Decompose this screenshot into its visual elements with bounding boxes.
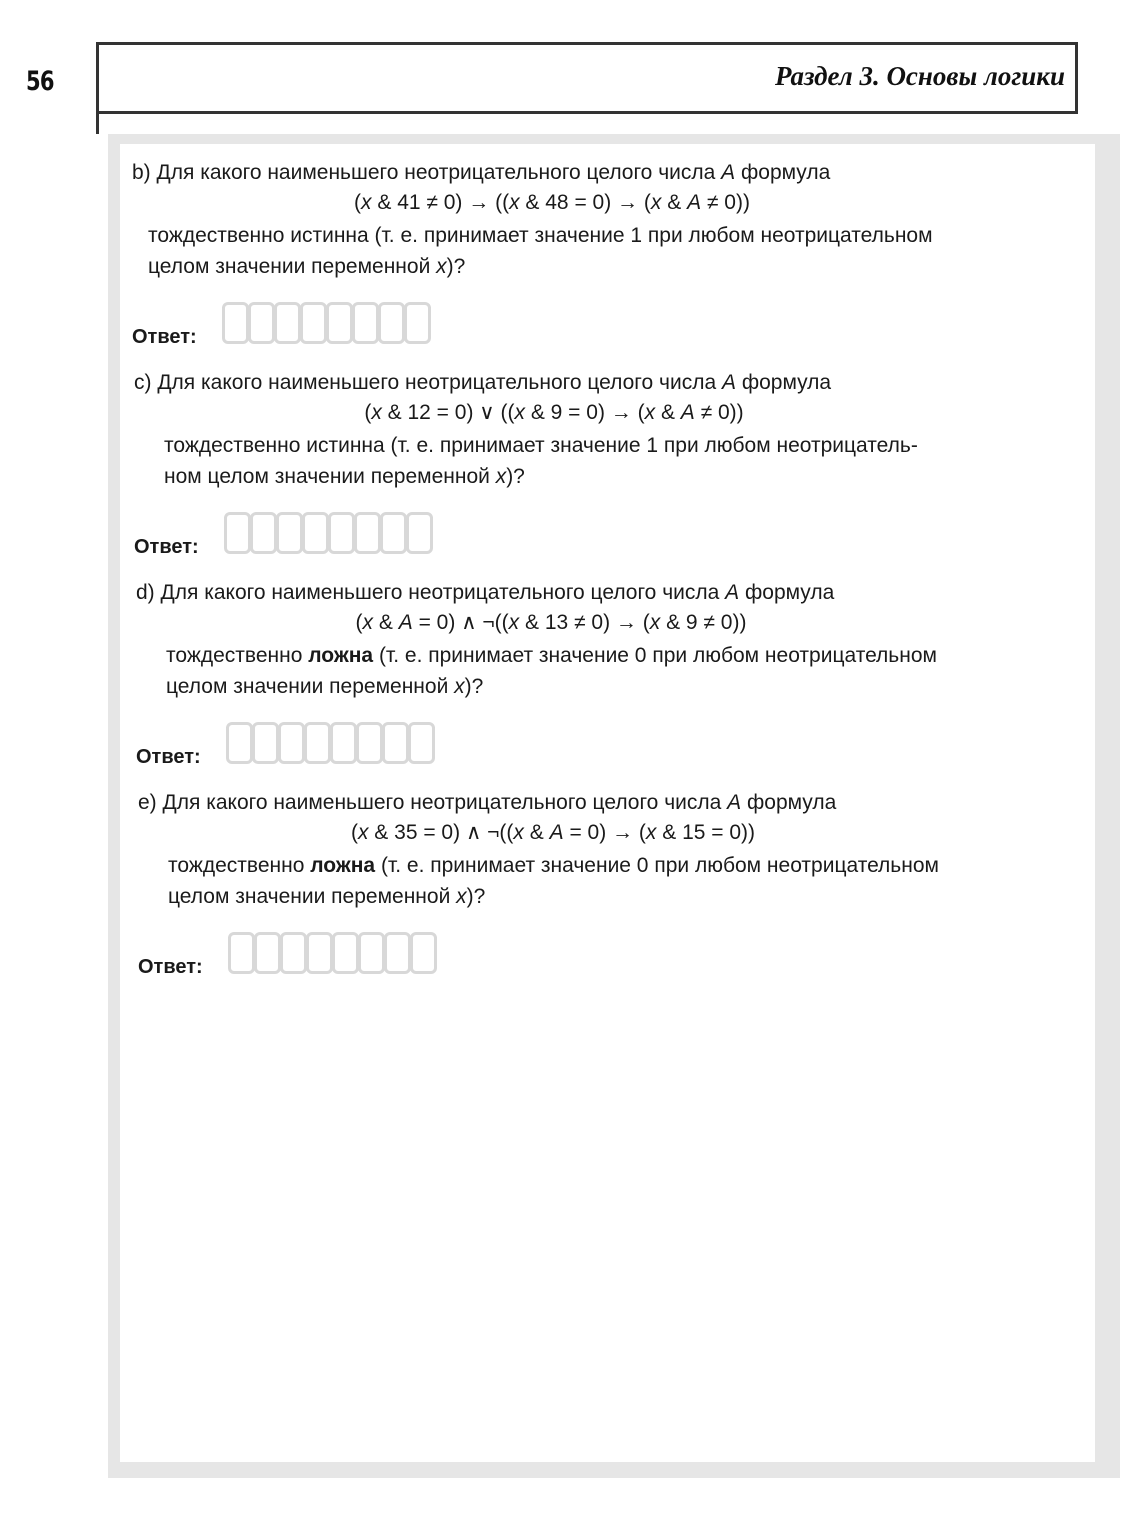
task-d <box>136 578 1096 768</box>
answer-cell[interactable] <box>274 302 301 344</box>
body-word: истинна <box>290 224 369 247</box>
answer-row <box>136 722 1096 768</box>
body-rest: (т. е. принимает значение 0 при любом неотрицательном <box>375 854 939 877</box>
answer-cell[interactable] <box>280 932 307 974</box>
body-prefix: тождественно <box>166 644 309 667</box>
task-formula: (x & A = 0) ∧ ¬((x & 13 ≠ 0) → (x & 9 ≠ 0)) <box>355 611 747 634</box>
body-line2: целом значении переменной x)? <box>168 885 486 908</box>
answer-input[interactable] <box>228 932 436 974</box>
section-header <box>96 42 1078 114</box>
task-body <box>132 220 1068 282</box>
answer-input[interactable] <box>226 722 434 764</box>
answer-cell[interactable] <box>302 512 329 554</box>
answer-cell[interactable] <box>404 302 431 344</box>
answer-input[interactable] <box>224 512 432 554</box>
body-rest: (т. е. принимает значение 0 при любом неотрицательном <box>373 644 937 667</box>
task-formula: (x & 35 = 0) ∧ ¬((x & A = 0) → (x & 15 = 0)) <box>350 821 756 844</box>
answer-cell[interactable] <box>226 722 253 764</box>
answer-cell[interactable] <box>300 302 327 344</box>
task-c <box>134 368 1094 558</box>
answer-row <box>138 932 1098 978</box>
answer-label: Ответ: <box>134 536 199 558</box>
answer-cell[interactable] <box>306 932 333 974</box>
answer-cell[interactable] <box>228 932 255 974</box>
answer-label: Ответ: <box>132 326 197 348</box>
body-rest: (т. е. принимает значение 1 при любом неотрицательном <box>368 224 933 247</box>
answer-cell[interactable] <box>328 512 355 554</box>
answer-cell[interactable] <box>224 512 251 554</box>
answer-cell[interactable] <box>248 302 275 344</box>
answer-row <box>132 302 1092 348</box>
body-prefix: тождественно <box>148 224 291 247</box>
body-line2: целом значении переменной x)? <box>166 675 484 698</box>
task-e <box>138 788 1098 978</box>
answer-cell[interactable] <box>222 302 249 344</box>
task-question: d) Для какого наименьшего неотрицательного целого числа A формула <box>136 581 835 604</box>
answer-cell[interactable] <box>358 932 385 974</box>
body-prefix: тождественно <box>168 854 311 877</box>
answer-cell[interactable] <box>406 512 433 554</box>
task-formula: (x & 41 ≠ 0) → ((x & 48 = 0) → (x & A ≠ 0)) <box>354 191 750 214</box>
body-bold-word: ложна <box>308 644 374 667</box>
answer-cell[interactable] <box>384 932 411 974</box>
answer-cell[interactable] <box>382 722 409 764</box>
answer-cell[interactable] <box>332 932 359 974</box>
answer-cell[interactable] <box>356 722 383 764</box>
task-question: c) Для какого наименьшего неотрицательного целого числа A формула <box>134 371 832 394</box>
body-line2: ном целом значении переменной x)? <box>164 465 525 488</box>
answer-label: Ответ: <box>136 746 201 768</box>
task-body <box>134 430 1084 492</box>
answer-cell[interactable] <box>378 302 405 344</box>
answer-cell[interactable] <box>408 722 435 764</box>
task-body <box>138 850 1088 912</box>
answer-cell[interactable] <box>252 722 279 764</box>
answer-cell[interactable] <box>304 722 331 764</box>
task-question: e) Для какого наименьшего неотрицательного целого числа A формула <box>138 791 837 814</box>
body-prefix: тождественно <box>164 434 307 457</box>
task-question: b) Для какого наименьшего неотрицательного целого числа A формула <box>132 161 831 184</box>
task-formula: (x & 12 = 0) ∨ ((x & 9 = 0) → (x & A ≠ 0)) <box>364 401 744 424</box>
answer-cell[interactable] <box>330 722 357 764</box>
answer-cell[interactable] <box>326 302 353 344</box>
body-rest: (т. е. принимает значение 1 при любом неотрицатель- <box>384 434 918 457</box>
answer-cell[interactable] <box>352 302 379 344</box>
answer-cell[interactable] <box>380 512 407 554</box>
answer-row <box>134 512 1094 558</box>
answer-cell[interactable] <box>276 512 303 554</box>
answer-cell[interactable] <box>410 932 437 974</box>
body-line2: целом значении переменной x)? <box>148 255 466 278</box>
answer-cell[interactable] <box>254 932 281 974</box>
header-divider <box>96 112 99 134</box>
body-word: истинна <box>306 434 385 457</box>
answer-input[interactable] <box>222 302 430 344</box>
page-number: 56 <box>26 66 54 97</box>
task-body <box>136 640 1086 702</box>
answer-cell[interactable] <box>354 512 381 554</box>
section-title: Раздел 3. Основы логики <box>774 61 1065 91</box>
body-bold-word: ложна <box>310 854 376 877</box>
answer-label: Ответ: <box>138 956 203 978</box>
answer-cell[interactable] <box>278 722 305 764</box>
answer-cell[interactable] <box>250 512 277 554</box>
task-b <box>132 158 1092 348</box>
